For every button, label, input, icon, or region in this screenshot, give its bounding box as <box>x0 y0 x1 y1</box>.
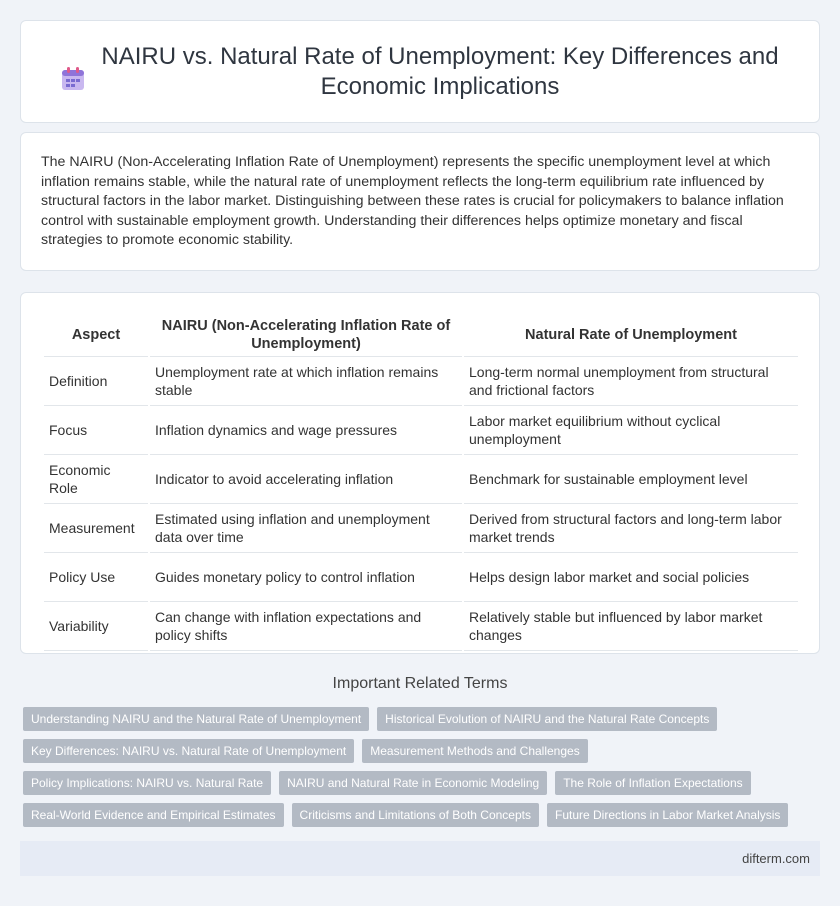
intro-text: The NAIRU (Non-Accelerating Inflation Rate of Unemployment) represents the specific unemployment level at which inflation remains stable, while the natural rate of unemployment reflects the long-term equilibrium rate influenced by structural factors in the labor market. Distinguishing between these rates is crucial for policymakers to balance inflation control with sustainable employment growth. Understanding their differences helps optimize monetary and fiscal strategies to promote economic stability. <box>41 154 784 249</box>
row-natural-rate: Derived from structural factors and long-term labor market trends <box>464 504 798 553</box>
row-nairu: Unemployment rate at which inflation remains stable <box>150 357 462 406</box>
row-nairu: Guides monetary policy to control inflation <box>150 553 462 602</box>
row-nairu: Can change with inflation expectations and policy shifts <box>150 602 462 651</box>
table-row <box>44 357 798 406</box>
related-term-link[interactable]: NAIRU and Natural Rate in Economic Modeling <box>279 771 547 795</box>
row-aspect: Policy Use <box>44 553 148 602</box>
related-term-link[interactable]: The Role of Inflation Expectations <box>555 771 750 795</box>
related-term-link[interactable]: Policy Implications: NAIRU vs. Natural Rate <box>23 771 271 795</box>
comparison-table-card <box>20 292 820 654</box>
related-term-link[interactable]: Criticisms and Limitations of Both Concepts <box>292 803 539 827</box>
table-header-row <box>44 311 798 357</box>
row-aspect: Economic Role <box>44 455 148 504</box>
header-natural-rate: Natural Rate of Unemployment <box>464 311 798 357</box>
row-natural-rate: Long-term normal unemployment from structural and frictional factors <box>464 357 798 406</box>
row-natural-rate: Helps design labor market and social policies <box>464 553 798 602</box>
related-term-link[interactable]: Measurement Methods and Challenges <box>362 739 587 763</box>
header-nairu: NAIRU (Non-Accelerating Inflation Rate of Unemployment) <box>150 311 462 357</box>
row-nairu: Indicator to avoid accelerating inflation <box>150 455 462 504</box>
table-row <box>44 602 798 651</box>
row-natural-rate: Labor market equilibrium without cyclical unemployment <box>464 406 798 455</box>
table-row <box>44 553 798 602</box>
comparison-table <box>42 311 800 651</box>
header-aspect: Aspect <box>44 311 148 357</box>
related-term-link[interactable]: Key Differences: NAIRU vs. Natural Rate of Unemployment <box>23 739 354 763</box>
row-natural-rate: Relatively stable but influenced by labor market changes <box>464 602 798 651</box>
row-aspect: Variability <box>44 602 148 651</box>
row-nairu: Inflation dynamics and wage pressures <box>150 406 462 455</box>
page-title: NAIRU vs. Natural Rate of Unemployment: Key Differences and Economic Implications <box>101 42 779 100</box>
calendar-icon <box>60 66 86 92</box>
row-natural-rate: Benchmark for sustainable employment level <box>464 455 798 504</box>
site-name[interactable]: difterm.com <box>742 851 810 866</box>
table-row <box>44 455 798 504</box>
row-aspect: Definition <box>44 357 148 406</box>
row-aspect: Measurement <box>44 504 148 553</box>
table-row <box>44 406 798 455</box>
related-term-link[interactable]: Historical Evolution of NAIRU and the Natural Rate Concepts <box>377 707 717 731</box>
related-terms-list <box>23 707 818 827</box>
related-term-link[interactable]: Understanding NAIRU and the Natural Rate of Unemployment <box>23 707 369 731</box>
row-nairu: Estimated using inflation and unemployment data over time <box>150 504 462 553</box>
intro-card <box>20 132 820 271</box>
related-terms-title: Important Related Terms <box>332 675 508 692</box>
related-term-link[interactable]: Real-World Evidence and Empirical Estimates <box>23 803 284 827</box>
footer <box>20 841 820 876</box>
related-term-link[interactable]: Future Directions in Labor Market Analysis <box>547 803 788 827</box>
header-card <box>20 20 820 123</box>
table-row <box>44 504 798 553</box>
row-aspect: Focus <box>44 406 148 455</box>
